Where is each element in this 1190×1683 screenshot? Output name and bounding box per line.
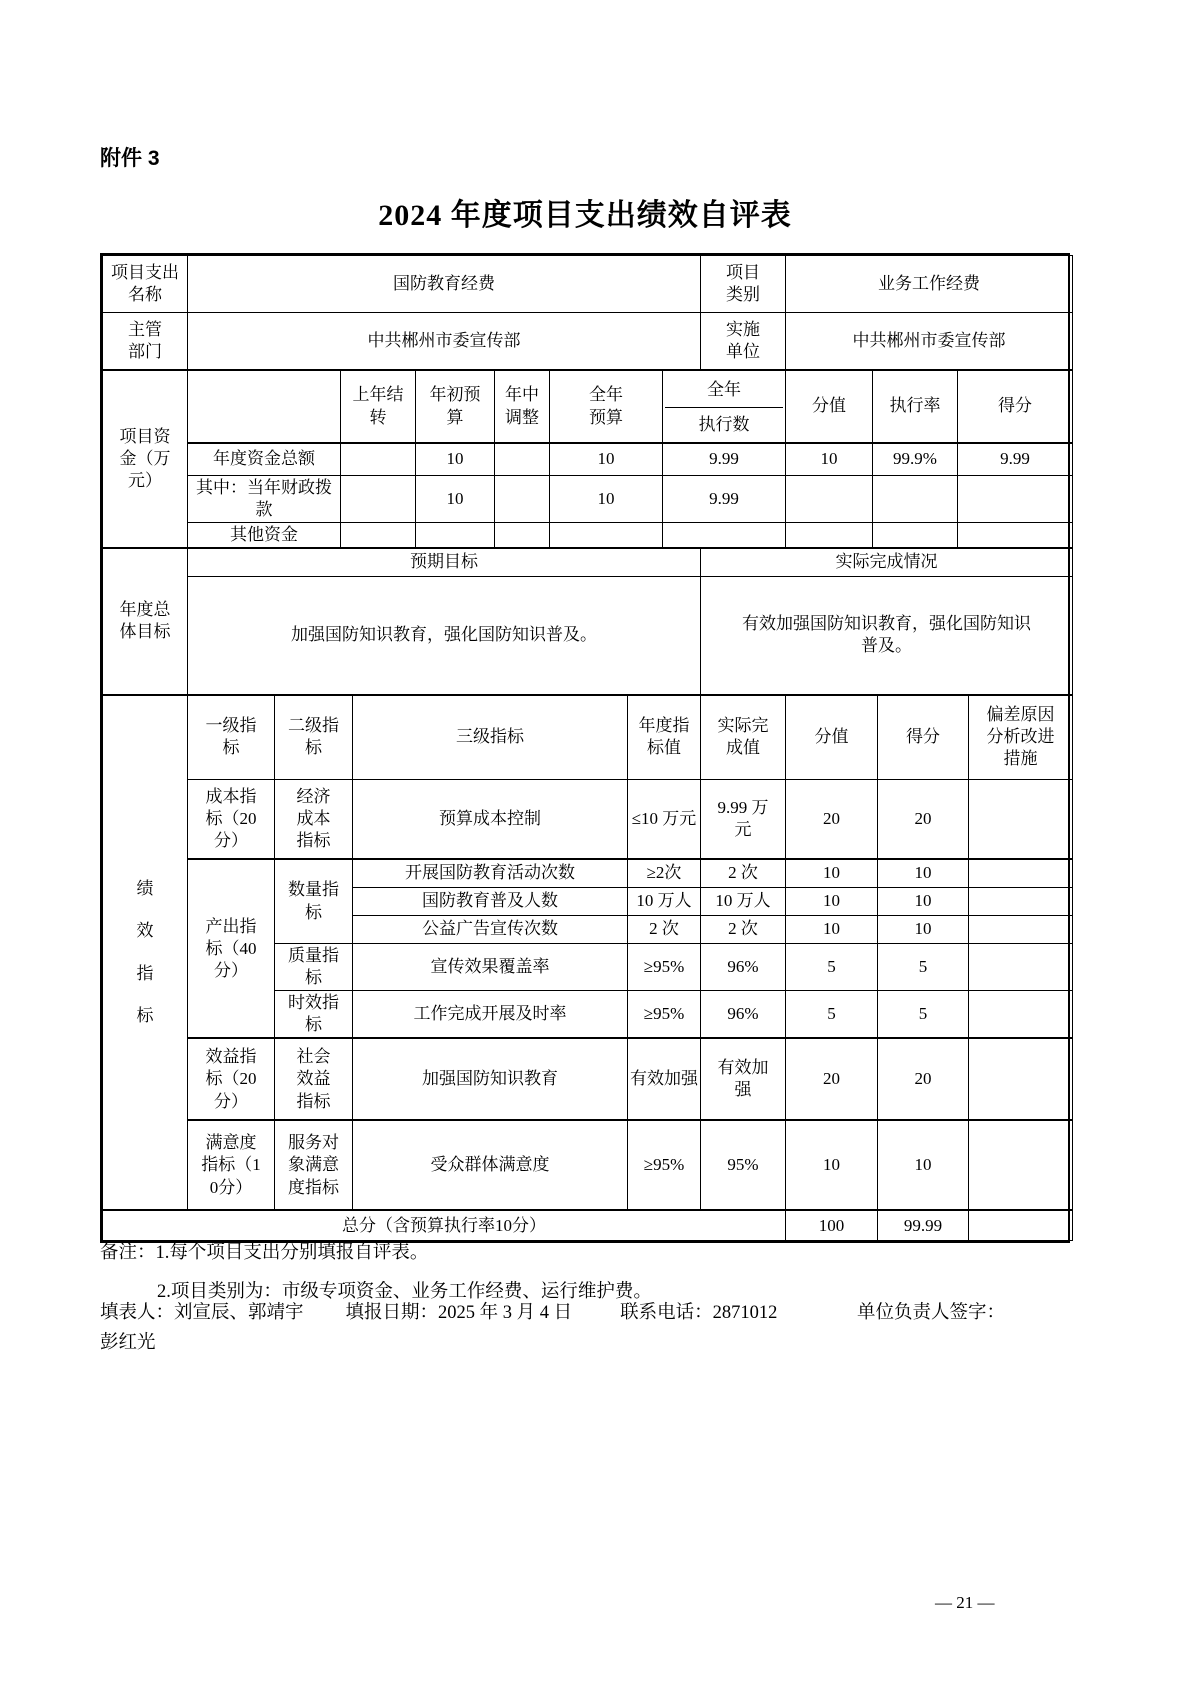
funding-budget-value: 10 bbox=[550, 443, 663, 475]
funding-points-value: 10 bbox=[786, 443, 873, 475]
unit-value: 中共郴州市委宣传部 bbox=[786, 313, 1073, 370]
funding-executed-value bbox=[663, 522, 786, 547]
quality-l2: 质量指标 bbox=[275, 943, 353, 990]
page-title: 2024 年度项目支出绩效自评表 bbox=[378, 199, 792, 232]
funding-carryover-value bbox=[341, 443, 416, 475]
output-l1: 产出指标（40分） bbox=[188, 859, 275, 1038]
quantity-target: 10 万人 bbox=[628, 887, 701, 915]
funding-row-fiscal bbox=[103, 475, 1073, 522]
cost-l3: 预算成本控制 bbox=[353, 779, 628, 859]
benefit-target: 有效加强 bbox=[628, 1038, 701, 1120]
self-evaluation-table bbox=[100, 253, 1070, 1243]
benefit-l1: 效益指标（20分） bbox=[188, 1038, 275, 1120]
funding-header-points: 分值 bbox=[786, 371, 873, 444]
funding-header-budget: 全年预算 bbox=[550, 371, 663, 444]
funding-row-label: 年度资金总额 bbox=[188, 443, 341, 475]
satisfaction-l1: 满意度指标（10分） bbox=[188, 1120, 275, 1210]
benefit-deviation bbox=[969, 1038, 1073, 1120]
funding-carryover-value bbox=[341, 522, 416, 547]
satisfaction-l3: 受众群体满意度 bbox=[353, 1120, 628, 1210]
funding-score-value bbox=[958, 475, 1073, 522]
funding-rate-value bbox=[873, 475, 958, 522]
timeliness-target: ≥95% bbox=[628, 990, 701, 1038]
quantity-target: 2 次 bbox=[628, 915, 701, 943]
quantity-l3: 国防教育普及人数 bbox=[353, 887, 628, 915]
funding-rate-value: 99.9% bbox=[873, 443, 958, 475]
funding-header-carryover: 上年结转 bbox=[341, 371, 416, 444]
total-label: 总分（含预算执行率10分） bbox=[103, 1210, 786, 1240]
contact-phone-text: 联系电话：2871012 bbox=[620, 1303, 778, 1323]
footer-line bbox=[100, 1298, 1005, 1324]
funding-score-value bbox=[958, 522, 1073, 547]
total-points: 100 bbox=[786, 1210, 878, 1240]
quantity-l3: 开展国防教育活动次数 bbox=[353, 859, 628, 887]
quantity-l2: 数量指标 bbox=[275, 859, 353, 943]
funding-points-value bbox=[786, 475, 873, 522]
header-points: 分值 bbox=[786, 695, 878, 779]
header-level1: 一级指标 bbox=[188, 695, 275, 779]
cost-l1: 成本指标（20分） bbox=[188, 779, 275, 859]
quality-points: 5 bbox=[786, 943, 878, 990]
quantity-score: 10 bbox=[878, 859, 969, 887]
timeliness-l3: 工作完成开展及时率 bbox=[353, 990, 628, 1038]
benefit-points: 20 bbox=[786, 1038, 878, 1120]
benefit-row bbox=[103, 1038, 1073, 1120]
header-level3: 三级指标 bbox=[353, 695, 628, 779]
header-target-value: 年度指标值 bbox=[628, 695, 701, 779]
quantity-points: 10 bbox=[786, 859, 878, 887]
page-number: — 21 — bbox=[935, 1593, 995, 1612]
quality-deviation bbox=[969, 943, 1073, 990]
funding-carryover-value bbox=[341, 475, 416, 522]
note-line-1: 备注：1.每个项目支出分别填报自评表。 bbox=[100, 1243, 429, 1263]
project-info-section bbox=[102, 255, 1073, 370]
note-line-2: 2.项目类别为：市级专项资金、业务工作经费、运行维护费。 bbox=[157, 1282, 652, 1302]
funding-score-value: 9.99 bbox=[958, 443, 1073, 475]
timeliness-points: 5 bbox=[786, 990, 878, 1038]
project-category-value: 业务工作经费 bbox=[786, 256, 1073, 313]
quality-l3: 宣传效果覆盖率 bbox=[353, 943, 628, 990]
funding-executed-value: 9.99 bbox=[663, 443, 786, 475]
header-score: 得分 bbox=[878, 695, 969, 779]
funding-header-initial: 年初预算 bbox=[416, 371, 495, 444]
actual-completion-text: 有效加强国防知识教育，强化国防知识普及。 bbox=[701, 576, 1073, 694]
funding-initial-value: 10 bbox=[416, 443, 495, 475]
quantity-l3: 公益广告宣传次数 bbox=[353, 915, 628, 943]
funding-initial-value bbox=[416, 522, 495, 547]
cost-actual: 9.99 万元 bbox=[701, 779, 786, 859]
total-score: 99.99 bbox=[878, 1210, 969, 1240]
timeliness-l2: 时效指标 bbox=[275, 990, 353, 1038]
signature-label: 单位负责人签字： bbox=[856, 1303, 1005, 1323]
cost-points: 20 bbox=[786, 779, 878, 859]
annual-goal-section bbox=[102, 548, 1073, 695]
satisfaction-points: 10 bbox=[786, 1120, 878, 1210]
funding-executed-value: 9.99 bbox=[663, 475, 786, 522]
benefit-l2: 社会效益指标 bbox=[275, 1038, 353, 1120]
cost-score: 20 bbox=[878, 779, 969, 859]
funding-mid-value bbox=[495, 475, 550, 522]
cost-indicator-row bbox=[103, 779, 1073, 859]
cost-deviation bbox=[969, 779, 1073, 859]
preparer-text: 填表人：刘宣辰、郭靖宇 bbox=[100, 1303, 304, 1323]
funding-section bbox=[102, 370, 1073, 548]
timeliness-score: 5 bbox=[878, 990, 969, 1038]
timeliness-deviation bbox=[969, 990, 1073, 1038]
project-name-value: 国防教育经费 bbox=[188, 256, 701, 313]
funding-budget-value: 10 bbox=[550, 475, 663, 522]
satisfaction-actual: 95% bbox=[701, 1120, 786, 1210]
benefit-l3: 加强国防知识教育 bbox=[353, 1038, 628, 1120]
attachment-label: 附件 3 bbox=[100, 147, 160, 170]
funding-header-score: 得分 bbox=[958, 371, 1073, 444]
quantity-actual: 2 次 bbox=[701, 859, 786, 887]
expected-goal-header: 预期目标 bbox=[188, 548, 701, 576]
funding-initial-value: 10 bbox=[416, 475, 495, 522]
total-deviation bbox=[969, 1210, 1073, 1240]
project-name-label: 项目支出名称 bbox=[103, 256, 188, 313]
benefit-actual: 有效加强 bbox=[701, 1038, 786, 1120]
quantity-points: 10 bbox=[786, 887, 878, 915]
funding-section-label: 项目资金（万元） bbox=[103, 371, 188, 548]
funding-points-value bbox=[786, 522, 873, 547]
notes bbox=[100, 1238, 652, 1303]
timeliness-actual: 96% bbox=[701, 990, 786, 1038]
funding-header-year: 全年 bbox=[665, 372, 783, 408]
quantity-row-1 bbox=[103, 859, 1073, 887]
quantity-actual: 2 次 bbox=[701, 915, 786, 943]
quantity-score: 10 bbox=[878, 915, 969, 943]
unit-label: 实施单位 bbox=[701, 313, 786, 370]
funding-row-total bbox=[103, 443, 1073, 475]
header-level2: 二级指标 bbox=[275, 695, 353, 779]
cost-target: ≤10 万元 bbox=[628, 779, 701, 859]
actual-completion-header: 实际完成情况 bbox=[701, 548, 1073, 576]
signer-name: 彭红光 bbox=[100, 1333, 156, 1353]
funding-budget-value bbox=[550, 522, 663, 547]
indicators-section-label: 绩效指标 bbox=[103, 695, 188, 1210]
funding-header-executed bbox=[663, 371, 786, 444]
quantity-score: 10 bbox=[878, 887, 969, 915]
dept-label: 主管部门 bbox=[103, 313, 188, 370]
funding-row-label: 其他资金 bbox=[188, 522, 341, 547]
quantity-points: 10 bbox=[786, 915, 878, 943]
satisfaction-target: ≥95% bbox=[628, 1120, 701, 1210]
satisfaction-deviation bbox=[969, 1120, 1073, 1210]
funding-header-mid: 年中调整 bbox=[495, 371, 550, 444]
funding-row-label: 其中：当年财政拨款 bbox=[188, 475, 341, 522]
funding-blank-header bbox=[188, 371, 341, 444]
satisfaction-row bbox=[103, 1120, 1073, 1210]
funding-header-executed-number: 执行数 bbox=[698, 415, 750, 434]
expected-goal-text: 加强国防知识教育，强化国防知识普及。 bbox=[188, 576, 701, 694]
quality-actual: 96% bbox=[701, 943, 786, 990]
dept-value: 中共郴州市委宣传部 bbox=[188, 313, 701, 370]
quality-score: 5 bbox=[878, 943, 969, 990]
fill-date-text: 填报日期：2025 年 3 月 4 日 bbox=[345, 1303, 573, 1323]
quality-target: ≥95% bbox=[628, 943, 701, 990]
funding-mid-value bbox=[495, 522, 550, 547]
funding-row-other bbox=[103, 522, 1073, 547]
cost-l2: 经济成本指标 bbox=[275, 779, 353, 859]
satisfaction-score: 10 bbox=[878, 1120, 969, 1210]
header-actual-value: 实际完成值 bbox=[701, 695, 786, 779]
satisfaction-l2: 服务对象满意度指标 bbox=[275, 1120, 353, 1210]
quantity-actual: 10 万人 bbox=[701, 887, 786, 915]
benefit-score: 20 bbox=[878, 1038, 969, 1120]
annual-goal-label: 年度总体目标 bbox=[103, 548, 188, 694]
quantity-deviation bbox=[969, 915, 1073, 943]
funding-header-rate: 执行率 bbox=[873, 371, 958, 444]
quantity-deviation bbox=[969, 859, 1073, 887]
quantity-target: ≥2次 bbox=[628, 859, 701, 887]
header-deviation: 偏差原因分析改进措施 bbox=[969, 695, 1073, 779]
funding-rate-value bbox=[873, 522, 958, 547]
quantity-deviation bbox=[969, 887, 1073, 915]
project-category-label: 项目类别 bbox=[701, 256, 786, 313]
total-row bbox=[103, 1210, 1073, 1240]
indicators-section bbox=[102, 695, 1073, 1241]
funding-mid-value bbox=[495, 443, 550, 475]
